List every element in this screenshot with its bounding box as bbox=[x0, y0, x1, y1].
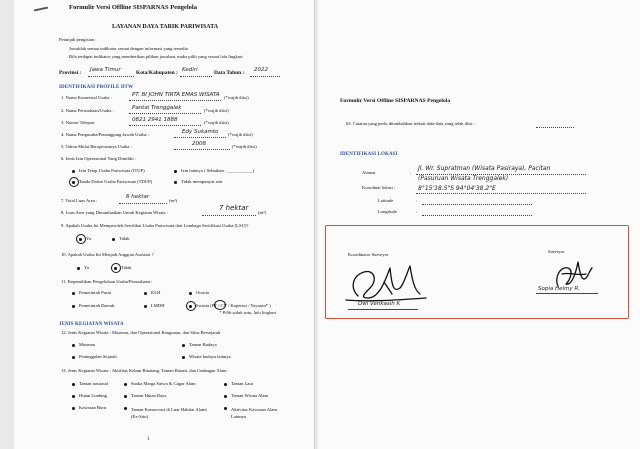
q13-option-marine-park: Taman Laut bbox=[231, 381, 253, 386]
q3-value: 0821 2941 1888 bbox=[132, 117, 178, 123]
instructions-heading: Petunjuk pengisian : bbox=[59, 37, 97, 42]
latitude-label: Latitude bbox=[378, 198, 394, 203]
q9-yes: Ya bbox=[86, 236, 91, 241]
province-label: Provinsi : bbox=[59, 70, 82, 76]
q5-value: 2008 bbox=[192, 141, 206, 147]
form-page-2: Formulir Versi Offline SISPARNAS Pengelola 63. Catatan yang perlu ditambahkan terkait data-data yang telah diisi : IDENTIFIKASI LOKASI Alamat : Jl. Wr. Supratman (Wisata Pasiraya), Pacitan (Pasuruan Wisata Trenggalek) Koordinat lokasi : 8°15'18.5"S 94°04'38.2"E Latitude : Longitude : Koordinator Surveyor Surveyor Dwi Venkasih K Sopia Helmy R. bbox=[318, 0, 640, 449]
q6-option-itup: Izin Tetap Usaha Pariwisata (ITUP) bbox=[79, 168, 145, 173]
city-label: Kota/Kabupaten : bbox=[136, 70, 178, 76]
instruction-2: Bila terdapat indikator yang memberikan pilihan jawaban, maka pilih yang sesuai lalu lingkari bbox=[69, 54, 243, 59]
q11-option-authority: Otorita bbox=[196, 290, 210, 295]
q1-required: (*wajib diisi) bbox=[224, 95, 249, 100]
q8-label: 8. Luas Area yang Dimanfaatkan Untuk Kegiatan Wisata : bbox=[61, 210, 169, 215]
q11-label: 11. Kepemilikan Pengelolaan Usaha/Perusahaan : bbox=[61, 279, 153, 284]
q11-option-klh: KLH bbox=[151, 290, 161, 295]
q9-label: 9. Apakah Usaha Ini Memperoleh Sertifikat Usaha Pariwisata dari Lembaga Sertifikasi Usaha (LSU)? bbox=[61, 223, 249, 228]
q8-value: 7 hektar bbox=[219, 204, 249, 212]
q4-required: (*wajib diisi) bbox=[228, 132, 253, 137]
q10-yes: Ya bbox=[84, 265, 89, 270]
q10-no: Tidak bbox=[121, 265, 132, 270]
selected-circle bbox=[69, 177, 79, 187]
q63-label: 63. Catatan yang perlu ditambahkan terkait data-data yang telah diisi : bbox=[346, 121, 475, 126]
province-value: Jawa Timur bbox=[90, 67, 121, 73]
page-header: Formulir Versi Offline SISPARNAS Pengelola bbox=[69, 4, 197, 11]
q13-option-protected-forest: Hutan Lindung bbox=[79, 393, 107, 398]
q8-unit: (m²) bbox=[258, 210, 267, 215]
q6-option-other: Izin lainnya ( Sebutkan : ___________) bbox=[181, 168, 255, 173]
q6-option-tdup: Tanda Daftar Usaha Pariwisata (TDUP) bbox=[79, 179, 153, 184]
q11-option-central: Pemerintah Pusat bbox=[79, 290, 112, 295]
section-activity-title: JENIS KEGIATAN WISATA bbox=[59, 322, 124, 327]
address-label: Alamat bbox=[362, 170, 376, 175]
q13-option-nature-park: Taman Wisata Alam bbox=[231, 393, 269, 398]
surveyor-label: Surveyor bbox=[548, 249, 565, 254]
coordinator-name: Dwi Venkasih K bbox=[358, 301, 401, 307]
q11-option-private: Swasta (PT / CV / Koperasi / Yayasan* ) bbox=[196, 303, 271, 308]
q9-no: Tidak bbox=[119, 236, 130, 241]
q1-value: PT. BI JOHN TIRTA EMAS WISATA bbox=[132, 92, 220, 98]
q13-option-other-nature: Aktivitas Kawasan Alam Lainnya bbox=[231, 407, 277, 420]
q13-option-wildlife: Suaka Marga Satwa & Cagar Alam bbox=[131, 381, 196, 386]
q13-option-ex-situ: Taman Konservasi di Luar Habitat Alami (Ex-Situ) bbox=[131, 407, 207, 420]
q12-label: 12. Jenis Kegiatan Wisata : Museum, dan Operasional Bangunan, dan Situs Bersejarah bbox=[61, 330, 221, 335]
coordinator-signature bbox=[340, 258, 430, 306]
q12-option-cultural-park: Taman Budaya bbox=[189, 342, 217, 347]
form-title: LAYANAN DAYA TARIK PARIWISATA bbox=[112, 24, 219, 30]
q13-option-national-park: Taman nasional bbox=[79, 381, 108, 386]
q3-required: (*wajib diisi) bbox=[204, 120, 229, 125]
q6-option-none: Tidak mempunyai izin bbox=[181, 179, 223, 184]
page-number: 1 bbox=[147, 437, 150, 442]
q7-value: 6 hektar bbox=[126, 194, 150, 200]
year-value: 2022 bbox=[254, 67, 268, 73]
q2-value: Pantai Trenggalek bbox=[132, 105, 182, 111]
pen-mark bbox=[34, 7, 48, 12]
q7-label: 7. Total Luas Area : bbox=[61, 198, 98, 203]
q5-required: (*wajib diisi) bbox=[232, 144, 257, 149]
coordinator-surveyor-label: Koordinator Surveyor bbox=[348, 252, 389, 257]
longitude-label: Longitude bbox=[378, 209, 397, 214]
city-value: Kediri bbox=[182, 67, 198, 73]
section-location-title: IDENTIFIKASI LOKASI bbox=[340, 152, 398, 157]
year-label: Data Tahun : bbox=[214, 70, 245, 76]
q12-option-heritage: Peninggalan Sejarah bbox=[79, 354, 117, 359]
form-page-1 bbox=[14, 0, 315, 449]
q12-option-museum: Museum bbox=[79, 342, 96, 347]
q12-option-other-culture: Wisata budaya lainnya bbox=[189, 354, 231, 359]
q11-note: * Pilih salah satu, lalu lingkari bbox=[219, 310, 277, 315]
q2-label: 2. Nama Perusahaan/Usaha : bbox=[61, 108, 114, 113]
coordinate-label: Koordinat lokasi : bbox=[362, 185, 396, 190]
q5-label: 5. Tahun Mulai Beroperasinya Usaha : bbox=[61, 144, 132, 149]
page-header-right: Formulir Versi Offline SISPARNAS Pengelola bbox=[340, 98, 451, 104]
q13-label: 13. Jenis Kegiatan Wisata : Aktifitas Kebun Binatang, Taman Botani, dan Cadangan Alam bbox=[61, 368, 227, 373]
instruction-1: Jawablah semua indikator sesuai dengan informasi yang tersedia bbox=[69, 46, 188, 51]
coordinate-value: 8°15'18.5"S 94°04'38.2"E bbox=[418, 185, 496, 192]
section-profile-title: IDENTIFIKASI PROFILE DTW bbox=[59, 85, 134, 90]
q4-value: Edy Sukamto bbox=[182, 129, 219, 135]
q3-label: 3. Nomor Telepon bbox=[61, 120, 95, 125]
q1-label: 1. Nama Komersial Usaha : bbox=[61, 95, 112, 100]
q2-required: (*wajib diisi) bbox=[204, 108, 229, 113]
address-value-1: Jl. Wr. Supratman (Wisata Pasiraya), Pacitan bbox=[418, 165, 551, 172]
q6-label: 6. Jenis Izin Operasional Yang Dimiliki : bbox=[61, 156, 137, 161]
q7-unit: (m²) bbox=[169, 198, 178, 203]
q11-option-lmdh: LMDH bbox=[151, 303, 165, 308]
q11-option-regional: Pemerintah Daerah bbox=[79, 303, 115, 308]
q4-label: 4. Nama Pengusaha/Penanggung Jawab Usaha : bbox=[61, 132, 150, 137]
q13-option-hunting: Kawasan Buru bbox=[79, 405, 107, 410]
q10-label: 10. Apakah Usaha Ini Menjadi Anggota Asosiasi ? bbox=[61, 252, 154, 257]
surveyor-name: Sopia Helmy R. bbox=[538, 286, 580, 292]
address-value-2: (Pasuruan Wisata Trenggalek) bbox=[418, 175, 509, 182]
q13-option-forest-park: Taman Hutan Raya bbox=[131, 393, 167, 398]
